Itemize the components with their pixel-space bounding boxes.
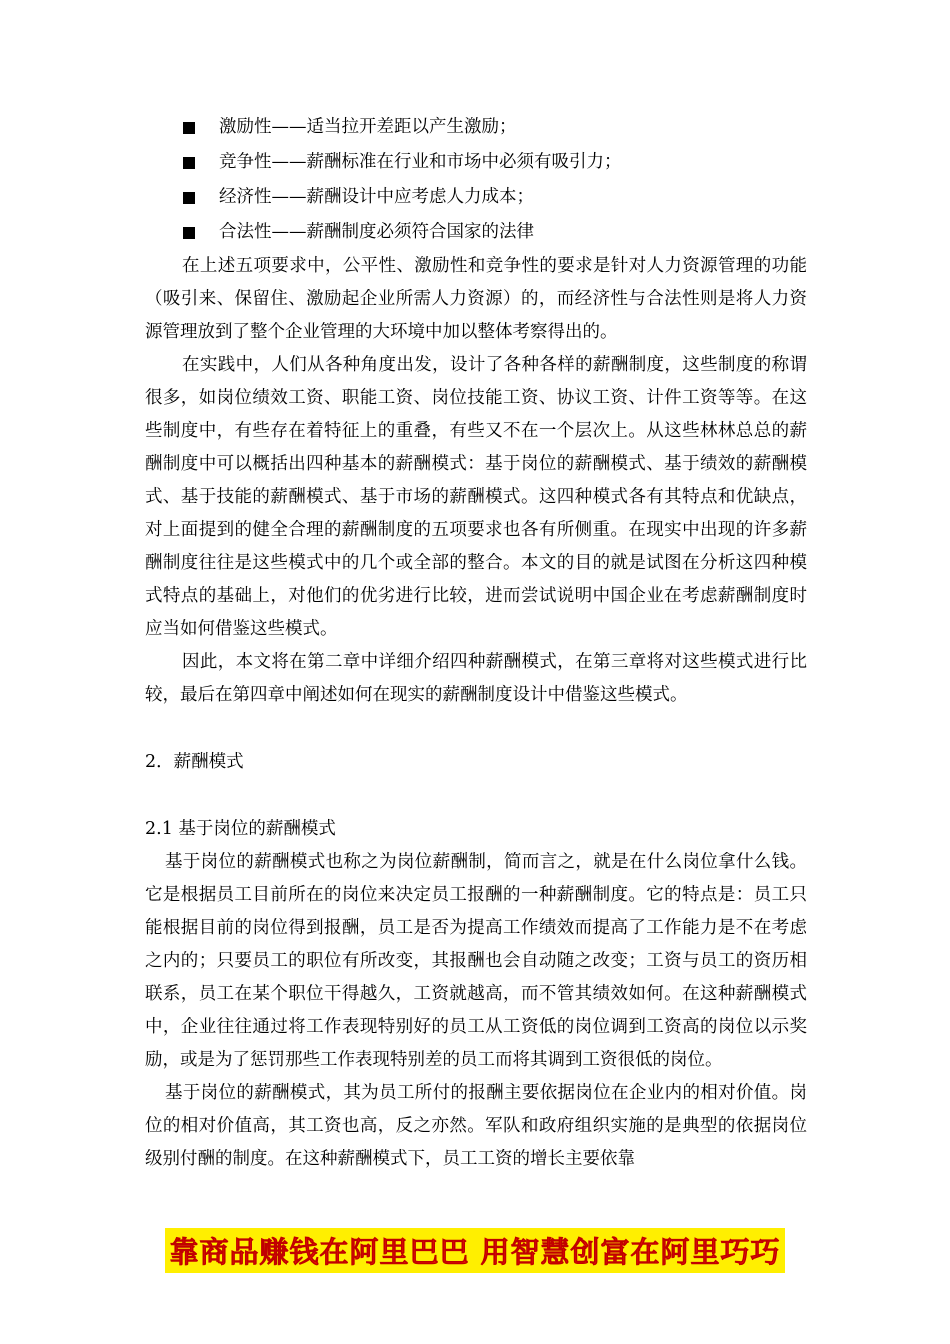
bullet-text: 经济性——薪酬设计中应考虑人力成本；: [219, 187, 534, 207]
bullet-text: 竞争性——薪酬标准在行业和市场中必须有吸引力；: [219, 152, 622, 172]
document-body: [145, 110, 807, 1176]
subsection-heading: 2.1 基于岗位的薪酬模式: [145, 819, 336, 839]
bullet-text: 合法性——薪酬制度必须符合国家的法律: [219, 222, 534, 242]
body-paragraph: 在上述五项要求中，公平性、激励性和竞争性的要求是针对人力资源管理的功能（吸引来、保留住、激励起企业所需人力资源）的，而经济性与合法性则是将人力资源管理放到了整个企业管理的大环境中加以整体考察得出的。: [145, 256, 807, 342]
body-paragraph: 基于岗位的薪酬模式也称之为岗位薪酬制，简而言之，就是在什么岗位拿什么钱。它是根据员工目前所在的岗位来决定员工报酬的一种薪酬制度。它的特点是：员工只能根据目前的岗位得到报酬，员工是否为提高工作绩效而提高了工作能力是不在考虑之内的；只要员工的职位有所改变，其报酬也会自动随之改变；工资与员工的资历相联系，员工在某个职位干得越久，工资就越高，而不管其绩效如何。在这种薪酬模式中，企业往往通过将工作表现特别好的员工从工资低的岗位调到工资高的岗位以示奖励，或是为了惩罚那些工作表现特别差的员工而将其调到工资很低的岗位。: [145, 852, 807, 1070]
body-paragraph: 基于岗位的薪酬模式，其为员工所付的报酬主要依据岗位在企业内的相对价值。岗位的相对价值高，其工资也高，反之亦然。军队和政府组织实施的是典型的依据岗位级别付酬的制度。在这种薪酬模式下，员工工资的增长主要依靠: [145, 1083, 807, 1169]
bullet-item: [145, 145, 807, 180]
square-bullet-icon: [183, 122, 195, 134]
advertisement-banner: [145, 1228, 805, 1272]
body-paragraph: 在实践中，人们从各种角度出发，设计了各种各样的薪酬制度，这些制度的称谓很多，如岗位绩效工资、职能工资、岗位技能工资、协议工资、计件工资等等。在这些制度中，有些存在着特征上的重叠，有些又不在一个层次上。从这些林林总总的薪酬制度中可以概括出四种基本的薪酬模式：基于岗位的薪酬模式、基于绩效的薪酬模式、基于技能的薪酬模式、基于市场的薪酬模式。这四种模式各有其特点和优缺点，对上面提到的健全合理的薪酬制度的五项要求也各有所侧重。在现实中出现的许多薪酬制度往往是这些模式中的几个或全部的整合。本文的目的就是试图在分析这四种模式特点的基础上，对他们的优劣进行比较，进而尝试说明中国企业在考虑薪酬制度时应当如何借鉴这些模式。: [145, 355, 807, 639]
square-bullet-icon: [183, 227, 195, 239]
section-heading: 2．薪酬模式: [145, 752, 244, 772]
bullet-item: [145, 215, 807, 250]
banner-text: 靠商品赚钱在阿里巴巴 用智慧创富在阿里巧巧: [165, 1228, 784, 1273]
square-bullet-icon: [183, 157, 195, 169]
body-paragraph: 因此，本文将在第二章中详细介绍四种薪酬模式，在第三章将对这些模式进行比较，最后在第四章中阐述如何在现实的薪酬制度设计中借鉴这些模式。: [145, 652, 807, 705]
bullet-item: [145, 110, 807, 145]
square-bullet-icon: [183, 192, 195, 204]
bullet-text: 激励性——适当拉开差距以产生激励；: [219, 117, 517, 137]
bullet-item: [145, 180, 807, 215]
